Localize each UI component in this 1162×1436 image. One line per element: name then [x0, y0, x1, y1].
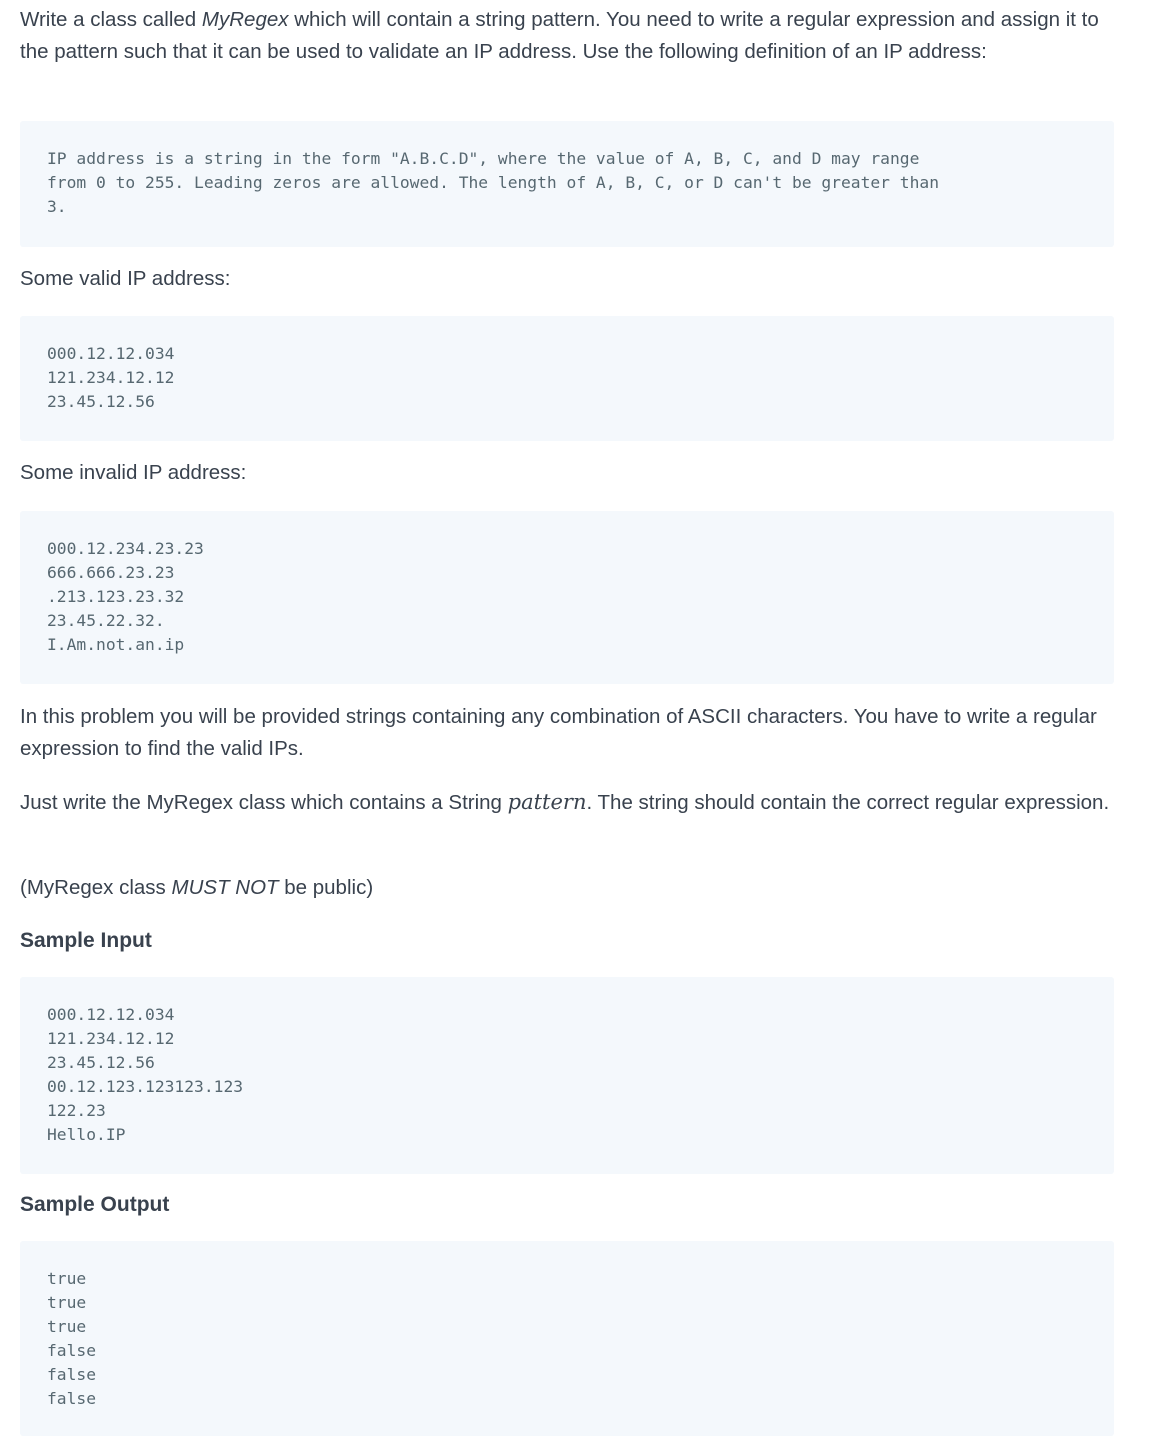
code-line: true [47, 1293, 87, 1312]
visibility-note [20, 872, 373, 904]
valid-examples-block [20, 316, 1114, 441]
code-line: 23.45.22.32. [47, 611, 165, 630]
code-line: from 0 to 255. Leading zeros are allowed. The length of A, B, C, or D can't be greater than [47, 173, 939, 192]
invalid-label: Some invalid IP address: [20, 461, 247, 484]
code-line: false [47, 1365, 97, 1384]
intro-text-part1: Write a class called [20, 8, 202, 31]
invalid-examples-block [20, 511, 1114, 684]
code-line: 000.12.12.034 [47, 1005, 175, 1024]
pattern-variable: pattern [507, 790, 587, 814]
code-line: Hello.IP [47, 1125, 126, 1144]
sample-input-block [20, 977, 1114, 1174]
code-line: .213.123.23.32 [47, 587, 185, 606]
intro-paragraph [20, 4, 1114, 68]
code-line: 3. [47, 197, 67, 216]
code-line: false [47, 1389, 97, 1408]
code-line: 666.666.23.23 [47, 563, 175, 582]
definition-code-block [20, 121, 1114, 247]
code-line: 122.23 [47, 1101, 106, 1120]
sample-input-heading: Sample Input [20, 929, 152, 952]
intro-text-part2: which will contain a string pattern. You need to write a regular expression and assign it to the pattern such that it can be used to validate an IP address. Use the following definition of an IP address: [20, 8, 1099, 63]
code-line: 23.45.12.56 [47, 392, 155, 411]
sample-output-heading: Sample Output [20, 1193, 170, 1216]
note-emphasis: MUST NOT [171, 876, 279, 899]
code-line: 000.12.12.034 [47, 344, 175, 363]
valid-label: Some valid IP address: [20, 267, 231, 290]
instruction-paragraph [20, 786, 1114, 819]
code-line: 23.45.12.56 [47, 1053, 155, 1072]
code-line: 121.234.12.12 [47, 368, 175, 387]
instruction-part2: . The string should contain the correct regular expression. [586, 791, 1110, 814]
problem-paragraph: In this problem you will be provided strings containing any combination of ASCII characters. You have to write a regular expression to find the valid IPs. [20, 705, 1097, 760]
code-line: IP address is a string in the form "A.B.C.D", where the value of A, B, C, and D may range [47, 149, 920, 168]
code-line: I.Am.not.an.ip [47, 635, 185, 654]
code-line: false [47, 1341, 97, 1360]
code-line: 121.234.12.12 [47, 1029, 175, 1048]
sample-output-block [20, 1241, 1114, 1436]
code-line: 000.12.234.23.23 [47, 539, 204, 558]
note-open: (MyRegex class [20, 876, 172, 899]
code-line: 00.12.123.123123.123 [47, 1077, 244, 1096]
note-close: be public) [278, 876, 374, 899]
class-name-emphasis: MyRegex [201, 8, 289, 31]
code-line: true [47, 1317, 87, 1336]
instruction-part1: Just write the MyRegex class which contains a String [20, 791, 508, 814]
code-line: true [47, 1269, 87, 1288]
